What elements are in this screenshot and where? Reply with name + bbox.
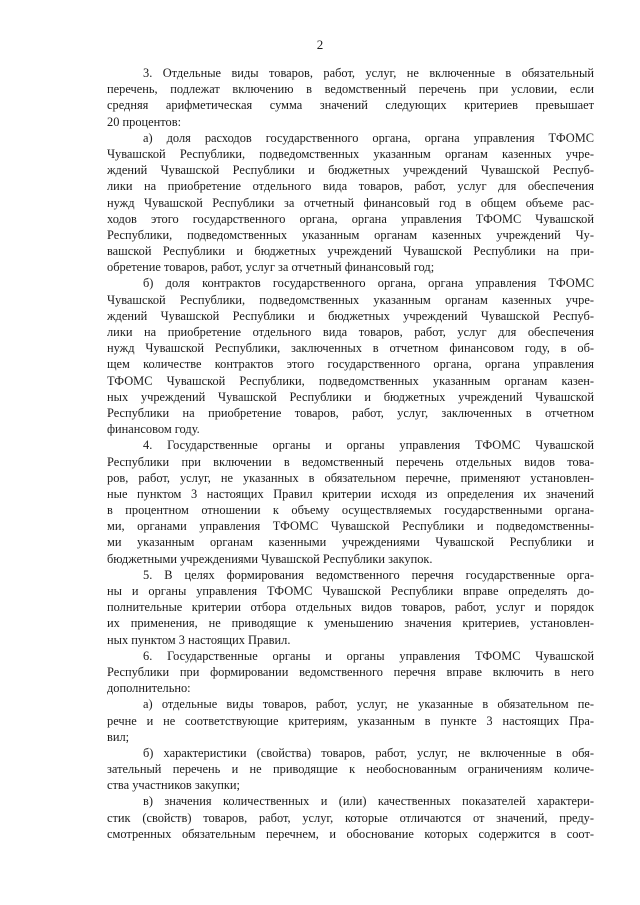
text-line: щем количестве контрактов этого государственного органа, органа управления [107,357,594,372]
text-line: зательный перечень и не приводящие к необоснованным ограничениям количе- [107,762,594,777]
text-line: 6. Государственные органы и органы управления ТФОМС Чувашской [143,648,594,663]
text-line: лики на приобретение отдельного вида товаров, работ, услуг для обеспечения [107,325,594,339]
text-line: ные пунктом 3 настоящих Правил критерии исходя из определения их значений [107,486,594,501]
text-line: ждений Чувашской Республики и бюджетных учреждений Чувашской Респуб- [107,163,594,178]
text-line: в) значения количественных и (или) качественных показателей характери- [143,794,594,809]
text-line: смотренных обязательным перечнем, и обоснование которых содержится в соот- [107,826,594,841]
text-line: Чувашской Республики, подведомственных указанным органам казенных учре- [107,146,594,161]
text-line: б) доля контрактов государственного органа, органа управления ТФОМС [143,276,594,291]
text-line: а) отдельные виды товаров, работ, услуг, не указанные в обязательном пе- [143,697,594,712]
text-line: вил; [107,729,130,744]
body-text [107,65,594,842]
text-line: ходов этого государственного органа, органа управления ТФОМС Чувашской [107,211,594,226]
text-line: обретение товаров, работ, услуг за отчетный финансовый год; [107,260,435,275]
text-line: 3. Отдельные виды товаров, работ, услуг, не включенные в обязательный [143,66,594,80]
text-line: полнительные критерии отбора отдельных видов товаров, работ, услуг и порядок [107,600,594,615]
text-line: нужд Чувашской Республики, заключенных в отчетном финансовом году, в об- [107,341,594,356]
text-line: ных пунктом 3 настоящих Правил. [107,632,291,647]
text-line: Республики при формировании ведомственного перечня вправе включить в него [107,664,594,679]
text-line: их применения, не приводящие к уменьшению значения критериев, установлен- [107,616,594,631]
text-line: Чувашской Республики, подведомственных указанным органам казенных учре- [107,292,594,307]
text-line: перечень, подлежат включению в ведомственный перечень при условии, если [107,82,594,97]
text-line: 4. Государственные органы и органы управления ТФОМС Чувашской [143,438,594,453]
text-line: ждений Чувашской Республики и бюджетных учреждений Чувашской Респуб- [107,308,594,323]
text-line: ства участников закупки; [107,778,240,793]
text-line: ных учреждений Чувашской Республики и бюджетных учреждений Чувашской [107,389,594,404]
text-line: средняя арифметическая сумма значений следующих критериев превышает [107,98,594,113]
text-line: ми, органами управления ТФОМС Чувашской Республики и подведомственны- [107,519,594,534]
page-number: 2 [316,37,324,52]
text-line: финансовом году. [107,422,200,437]
text-line: бюджетными учреждениями Чувашской Республики закупок. [107,551,433,566]
text-line: нужд Чувашской Республики за отчетный финансовый год в общем объеме рас- [107,195,594,210]
text-line: ми указанным органам казенными учреждениями Чувашской Республики и [107,535,594,550]
text-line: 5. В целях формирования ведомственного перечня государственные орга- [143,567,594,582]
text-line: ны и органы управления ТФОМС Чувашской Республики вправе определять до- [107,584,594,598]
text-line: б) характеристики (свойства) товаров, работ, услуг, не включенные в обя- [143,745,594,760]
text-line: лики на приобретение отдельного вида товаров, работ, услуг для обеспечения [107,179,594,194]
text-line: речне и не соответствующие критериям, указанным в пункте 3 настоящих Пра- [107,713,594,728]
text-line: ров, работ, услуг, не указанных в обязательном перечне, применяют установлен- [107,470,594,485]
text-line: Республики, подведомственных указанным органам казенных учреждений Чу- [107,227,594,242]
text-line: ТФОМС Чувашской Республики, подведомственных указанным органам казен- [107,373,594,388]
text-line: Республики при включении в ведомственный перечень отдельных видов това- [107,454,594,469]
text-line: вашской Республики и бюджетных учреждений Чувашской Республики на при- [107,244,594,259]
text-line: Республики на приобретение товаров, работ, услуг, заключенных в отчетном [107,405,594,420]
text-line: стик (свойств) товаров, работ, услуг, которые отличаются от значений, преду- [107,810,594,825]
text-line: в процентном отношении к объему осуществляемых государственными органа- [107,503,594,518]
text-line: дополнительно: [107,681,191,696]
text-line: 20 процентов: [107,114,182,129]
text-line: а) доля расходов государственного органа, органа управления ТФОМС [143,130,594,145]
